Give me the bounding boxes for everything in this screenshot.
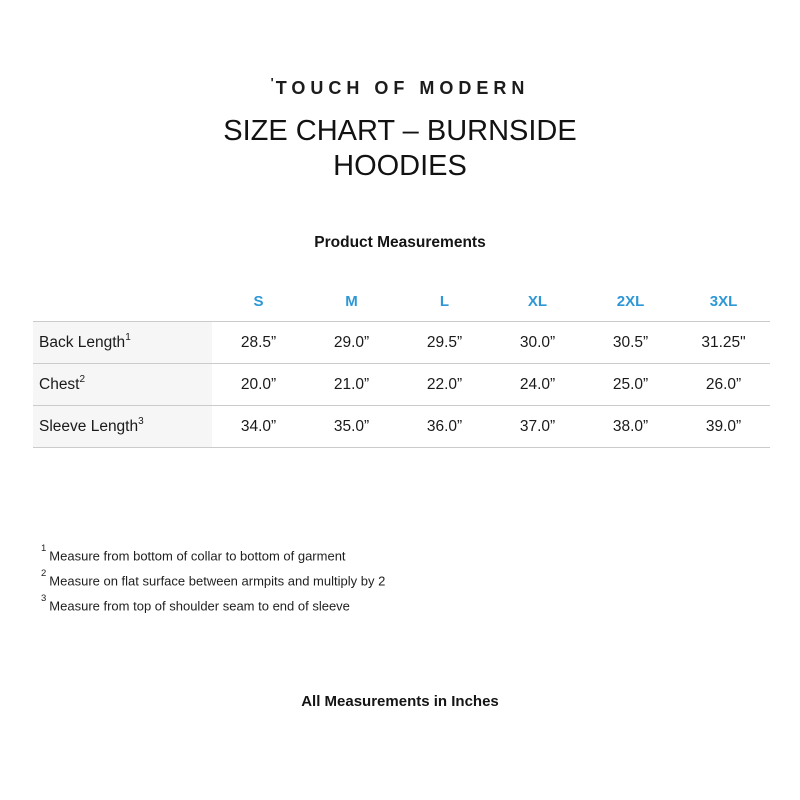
header-spacer-cell [33, 281, 212, 321]
measurement-value: 25.0” [612, 375, 649, 393]
title-line-1: SIZE CHART – BURNSIDE [223, 115, 577, 147]
measurement-value: 30.5” [612, 333, 649, 351]
size-header-3xl: 3XL [709, 292, 738, 310]
measurement-value: 31.25" [701, 333, 746, 351]
measurement-value: 24.0” [519, 375, 556, 393]
measurement-value: 29.5” [426, 333, 463, 351]
measurement-value: 36.0” [426, 417, 463, 435]
logo-tick-mark: ' [270, 75, 275, 90]
size-header-m: M [345, 292, 358, 310]
footnote-text: Measure from bottom of collar to bottom of garment [49, 548, 346, 564]
measurement-value: 20.0” [240, 375, 277, 393]
table-row-chest [33, 363, 770, 405]
measurement-value: 26.0” [705, 375, 742, 393]
page-title [0, 114, 800, 184]
footnote-marker: 2 [41, 567, 47, 579]
measurement-value: 21.0” [333, 375, 370, 393]
size-header-l: L [439, 292, 450, 310]
footnote-text: Measure from top of shoulder seam to end of sleeve [49, 597, 350, 613]
measurement-value: 34.0” [240, 417, 277, 435]
measurement-unit-note: All Measurements in Inches [301, 693, 499, 710]
row-label-text: Chest [39, 375, 80, 393]
footnote-1 [41, 542, 385, 567]
logo-text: TOUCH OF MODERN [275, 78, 530, 98]
size-header-xl: XL [527, 292, 548, 310]
table-row-back-length [33, 321, 770, 363]
table-caption: Product Measurements [314, 234, 486, 251]
footnotes [41, 542, 385, 616]
measurement-value: 35.0” [333, 417, 370, 435]
size-header-2xl: 2XL [616, 292, 645, 310]
measurement-value: 22.0” [426, 375, 463, 393]
row-label: Sleeve Length $^3$ [33, 406, 212, 447]
footnote-3 [41, 592, 385, 617]
footnote-marker: 3 [41, 592, 47, 604]
measurement-value: 30.0” [519, 333, 556, 351]
measurement-value: 39.0” [705, 417, 742, 435]
measurement-value: 37.0” [519, 417, 556, 435]
size-header-row [33, 281, 770, 321]
row-label: Chest $^2$ [33, 364, 212, 405]
footnote-2 [41, 567, 385, 592]
row-label-text: Back Length [39, 333, 126, 351]
table-row-sleeve-length [33, 405, 770, 448]
measurement-value: 38.0” [612, 417, 649, 435]
measurement-value: 29.0” [333, 333, 370, 351]
row-label: Back Length $^1$ [33, 322, 212, 363]
row-label-text: Sleeve Length [39, 417, 139, 435]
brand-logo [0, 75, 800, 99]
measurement-value: 28.5” [240, 333, 277, 351]
footnote-text: Measure on flat surface between armpits and multiply by 2 [49, 573, 386, 589]
title-line-2: HOODIES [333, 150, 467, 182]
size-header-s: S [253, 292, 264, 310]
footnote-marker: 1 [41, 543, 47, 554]
size-table [33, 281, 770, 448]
